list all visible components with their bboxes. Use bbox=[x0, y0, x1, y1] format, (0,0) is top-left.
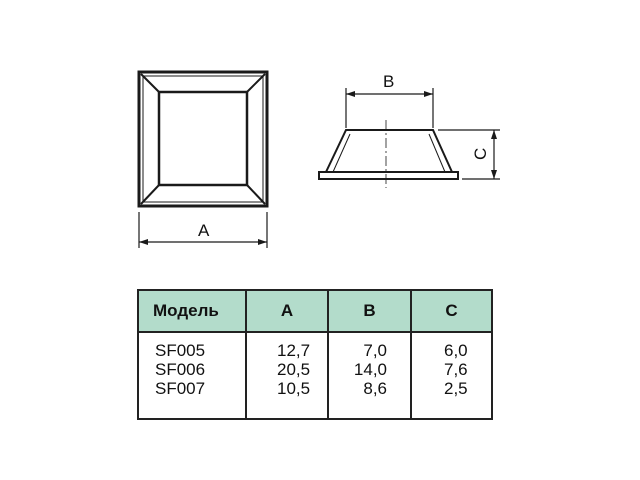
model-cell: SF005 bbox=[155, 341, 206, 360]
header-c: C bbox=[445, 301, 458, 320]
dimension-c-label: C bbox=[471, 147, 490, 160]
a-cell: 10,5 bbox=[277, 379, 311, 398]
model-cell: SF007 bbox=[155, 379, 206, 398]
spec-table bbox=[137, 289, 493, 420]
b-column bbox=[329, 333, 412, 418]
header-b: B bbox=[329, 291, 412, 331]
dimension-a-label: A bbox=[198, 221, 210, 240]
dimension-b-label: B bbox=[383, 72, 395, 91]
dimension-b-line bbox=[346, 88, 433, 128]
side-view-drawing bbox=[319, 120, 458, 188]
base-plate bbox=[319, 172, 458, 179]
inner-square bbox=[159, 92, 247, 185]
c-cell: 2,5 bbox=[444, 379, 468, 398]
header-model: Модель bbox=[139, 291, 247, 331]
table-body bbox=[139, 333, 491, 418]
model-cell: SF006 bbox=[155, 360, 206, 379]
b-cell: 14,0 bbox=[353, 360, 387, 379]
c-cell: 7,6 bbox=[444, 360, 468, 379]
a-cell: 20,5 bbox=[277, 360, 311, 379]
header-a: A bbox=[247, 291, 329, 331]
a-cell: 12,7 bbox=[277, 341, 311, 360]
a-column bbox=[247, 333, 329, 418]
b-cell: 8,6 bbox=[363, 379, 387, 398]
b-cell: 7,0 bbox=[363, 341, 387, 360]
top-view-drawing bbox=[139, 72, 267, 206]
cone-profile bbox=[326, 130, 452, 172]
table-header-row bbox=[139, 291, 491, 333]
c-cell: 6,0 bbox=[444, 341, 468, 360]
c-column bbox=[412, 333, 491, 418]
model-column bbox=[139, 333, 247, 418]
